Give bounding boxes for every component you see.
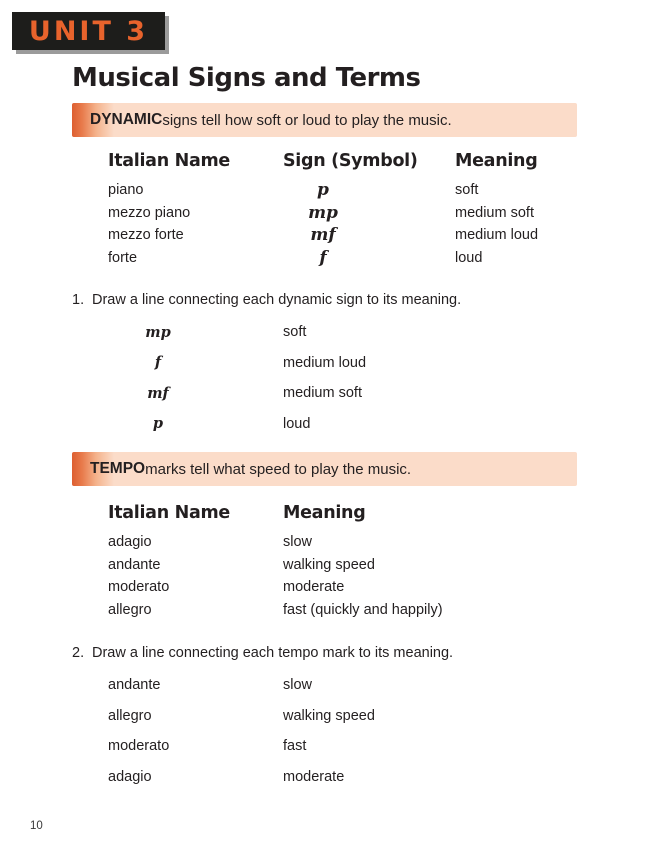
meaning: fast (quickly and happily)	[283, 601, 443, 618]
table-row	[108, 599, 588, 622]
instruction-text: Draw a line connecting each dynamic sign to its meaning.	[92, 292, 462, 308]
italian-name: mezzo piano	[108, 204, 191, 221]
tempo-definition-banner	[72, 452, 577, 486]
dynamics-table-header	[108, 148, 588, 174]
match-row	[108, 670, 548, 701]
match-row	[108, 731, 548, 762]
match-term[interactable]: moderato	[108, 738, 170, 755]
tempo-table	[108, 500, 588, 621]
unit-label: UNIT 3	[28, 15, 149, 47]
table-row	[108, 576, 588, 599]
dynamic-sign: f	[319, 247, 327, 268]
meaning: walking speed	[283, 556, 375, 573]
match-term[interactable]: andante	[108, 677, 161, 694]
match-meaning[interactable]: fast	[283, 738, 307, 755]
match-row	[108, 317, 548, 348]
match-term[interactable]: adagio	[108, 768, 152, 785]
dynamic-sign: mf	[310, 225, 336, 246]
match-meaning[interactable]: loud	[283, 415, 311, 432]
table-row	[108, 224, 588, 247]
match-sign[interactable]: mf	[147, 384, 169, 402]
italian-name: forte	[108, 249, 138, 266]
match-meaning[interactable]: slow	[283, 677, 313, 694]
dynamic-banner-text: signs tell how soft or loud to play the music.	[162, 111, 452, 129]
match-row	[108, 409, 548, 440]
match-row	[108, 701, 548, 732]
dynamic-sign: p	[317, 180, 329, 201]
exercise-2-matching-area[interactable]	[108, 670, 548, 792]
page-number: 10	[30, 820, 43, 832]
match-term[interactable]: allegro	[108, 707, 152, 724]
instruction-text: Draw a line connecting each tempo mark to its meaning.	[92, 645, 454, 661]
column-header-italian-name: Italian Name	[108, 503, 231, 523]
meaning: loud	[455, 249, 483, 266]
table-row	[108, 202, 588, 225]
italian-name: mezzo forte	[108, 227, 184, 244]
table-row	[108, 554, 588, 577]
match-meaning[interactable]: soft	[283, 324, 307, 341]
table-row	[108, 179, 588, 202]
italian-name: adagio	[108, 534, 152, 551]
exercise-1-matching-area[interactable]	[108, 317, 548, 439]
column-header-meaning: Meaning	[283, 503, 366, 523]
italian-name: allegro	[108, 601, 152, 618]
match-meaning[interactable]: walking speed	[283, 707, 375, 724]
unit-banner	[12, 12, 165, 50]
italian-name: moderato	[108, 579, 170, 596]
tempo-banner-text: marks tell what speed to play the music.	[145, 460, 412, 478]
dynamics-table	[108, 148, 588, 269]
page-title: Musical Signs and Terms	[72, 63, 421, 93]
match-row	[108, 348, 548, 379]
match-meaning[interactable]: medium loud	[283, 354, 367, 371]
dynamic-definition-banner	[72, 103, 577, 137]
table-row	[108, 531, 588, 554]
italian-name: piano	[108, 182, 144, 199]
dynamic-sign: mp	[308, 202, 338, 223]
italian-name: andante	[108, 556, 161, 573]
tempo-table-header	[108, 500, 588, 526]
meaning: medium loud	[455, 227, 539, 244]
match-sign[interactable]: f	[154, 354, 162, 372]
exercise-number: 1.	[72, 292, 85, 308]
match-meaning[interactable]: medium soft	[283, 385, 362, 402]
meaning: moderate	[283, 579, 345, 596]
exercise-1-instruction	[72, 292, 461, 308]
tempo-keyword: TEMPO	[90, 460, 146, 477]
match-meaning[interactable]: moderate	[283, 768, 345, 785]
match-sign[interactable]: mp	[145, 323, 171, 341]
meaning: soft	[455, 182, 479, 199]
match-row	[108, 378, 548, 409]
column-header-sign: Sign (Symbol)	[283, 151, 418, 171]
match-sign[interactable]: p	[152, 415, 164, 433]
exercise-number: 2.	[72, 645, 85, 661]
column-header-meaning: Meaning	[455, 151, 538, 171]
exercise-2-instruction	[72, 645, 453, 661]
table-row	[108, 247, 588, 270]
dynamic-keyword: DYNAMIC	[90, 111, 163, 128]
match-row	[108, 762, 548, 793]
meaning: medium soft	[455, 204, 534, 221]
column-header-italian-name: Italian Name	[108, 151, 231, 171]
meaning: slow	[283, 534, 313, 551]
